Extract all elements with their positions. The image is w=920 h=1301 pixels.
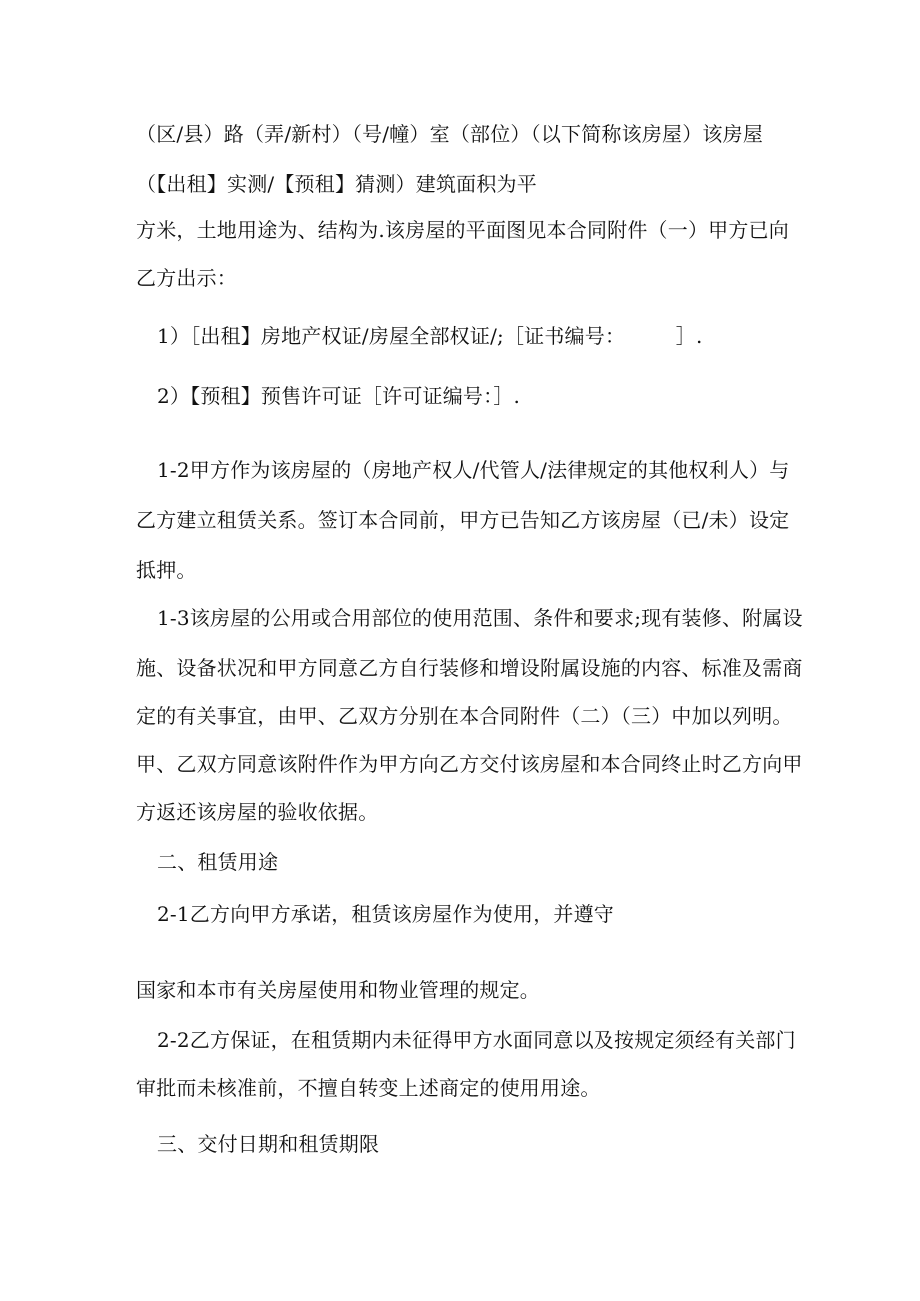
clause-2-2-line-2: 审批而未核准前，不擅自转变上述商定的使用用途。 xyxy=(136,1076,601,1100)
clause-1-3-line-4: 甲、乙双方同意该附件作为甲方向乙方交付该房屋和本合同终止时乙方向甲 xyxy=(136,752,803,776)
clause-2-2-line-1: 2-2乙方保证，在租赁期内未征得甲方水面同意以及按规定须经有关部门 xyxy=(157,1028,796,1052)
clause-2-1-line-2: 国家和本市有关房屋使用和物业管理的规定。 xyxy=(136,978,540,1002)
section-heading-3: 三、交付日期和租赁期限 xyxy=(157,1132,380,1156)
clause-1-2-line-2: 乙方建立租赁关系。签订本合同前，甲方已告知乙方该房屋（已/未）设定 xyxy=(136,508,790,532)
clause-2-1-line-1: 2-1乙方向甲方承诺，租赁该房屋作为使用，并遵守 xyxy=(157,902,615,926)
text-line-4: 乙方出示： xyxy=(136,266,237,290)
text-line-1: （区/县）路（弄/新村）（号/幢）室（部位）（以下简称该房屋）该房屋 xyxy=(136,122,764,146)
section-heading-2: 二、租赁用途 xyxy=(157,850,279,874)
text-line-3: 方米，土地用途为、结构为.该房屋的平面图见本合同附件（一）甲方已向 xyxy=(136,218,789,242)
clause-1-3-line-3: 定的有关事宜，由甲、乙双方分别在本合同附件（二）（三）中加以列明。 xyxy=(136,704,793,728)
text-line-2: （【出租】实测/【预租】猜测）建筑面积为平 xyxy=(136,172,537,196)
clause-1-3-line-1: 1-3该房屋的公用或合用部位的使用范围、条件和要求;现有装修、附属设 xyxy=(157,606,803,630)
clause-1-3-line-5: 方返还该房屋的验收依据。 xyxy=(136,800,379,824)
clause-1-2-line-1: 1-2甲方作为该房屋的（房地产权人/代管人/法律规定的其他权利人）与 xyxy=(157,458,790,482)
clause-1-3-line-2: 施、设备状况和甲方同意乙方自行装修和增设附属设施的内容、标准及需商 xyxy=(136,656,803,680)
list-item-2: 2）【预租】预售许可证［许可证编号：］. xyxy=(157,384,521,408)
list-item-1: 1）［出租】房地产权证/房屋全部权证/;［证书编号： ］. xyxy=(157,324,703,348)
clause-1-2-line-3: 抵押。 xyxy=(136,558,197,582)
